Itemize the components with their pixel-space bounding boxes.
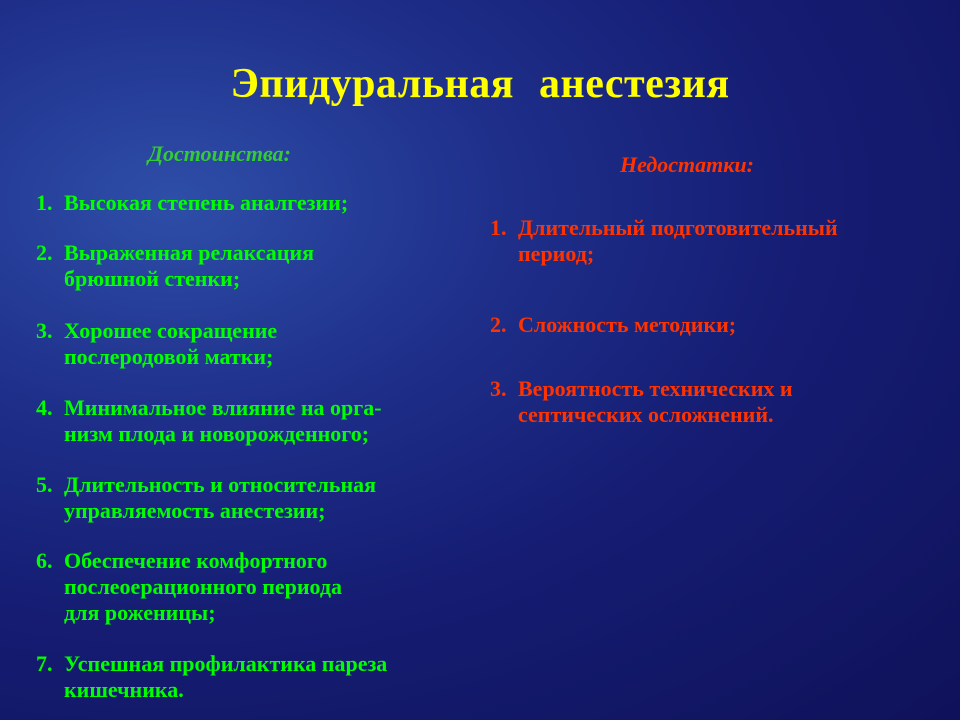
list-item [490,376,793,428]
item-text-continued: период; [518,241,595,266]
item-text: Хорошее сокращение [64,318,278,343]
item-text-continued: септических осложнений. [518,402,774,427]
item-number: 6. [36,548,53,573]
item-number: 4. [36,395,53,420]
item-number: 1. [36,190,53,215]
item-text: Минимальное влияние на орга- [64,395,382,420]
advantages-heading: Достоинства: [148,141,291,166]
item-text-continued: кишечника. [64,677,184,702]
item-text: Выраженная релаксация [64,240,315,265]
item-text: Успешная профилактика пареза [64,651,388,676]
list-item [36,395,382,447]
item-text: Длительный подготовительный [518,215,838,240]
item-text: Обеспечение комфортного [64,548,328,573]
slide-title: Эпидуральная анестезия [230,61,730,107]
item-text: Вероятность технических и [518,376,793,401]
item-number: 1. [490,215,507,240]
list-item [36,548,342,626]
list-item [36,190,348,216]
list-item [490,215,838,267]
item-text-continued: низм плода и новорожденного; [64,421,370,446]
item-number: 3. [490,376,507,401]
list-item [490,312,736,338]
item-number: 2. [36,240,53,265]
item-text-continued: управляемость анестезии; [64,498,326,523]
list-item [36,318,277,370]
item-number: 5. [36,472,53,497]
item-text-continued: брюшной стенки; [64,266,241,291]
item-text-continued: послеродовой матки; [64,344,274,369]
list-item [36,472,376,524]
item-text-continued: послеоерационного периода [64,574,343,599]
item-number: 3. [36,318,53,343]
item-text: Высокая степень аналгезии; [64,190,349,215]
item-text: Длительность и относительная [64,472,377,497]
list-item [36,240,314,292]
item-number: 2. [490,312,507,337]
item-text-continued: для роженицы; [64,600,216,625]
disadvantages-heading: Недостатки: [620,152,754,177]
item-number: 7. [36,651,53,676]
item-text: Сложность методики; [518,312,737,337]
list-item [36,651,387,703]
